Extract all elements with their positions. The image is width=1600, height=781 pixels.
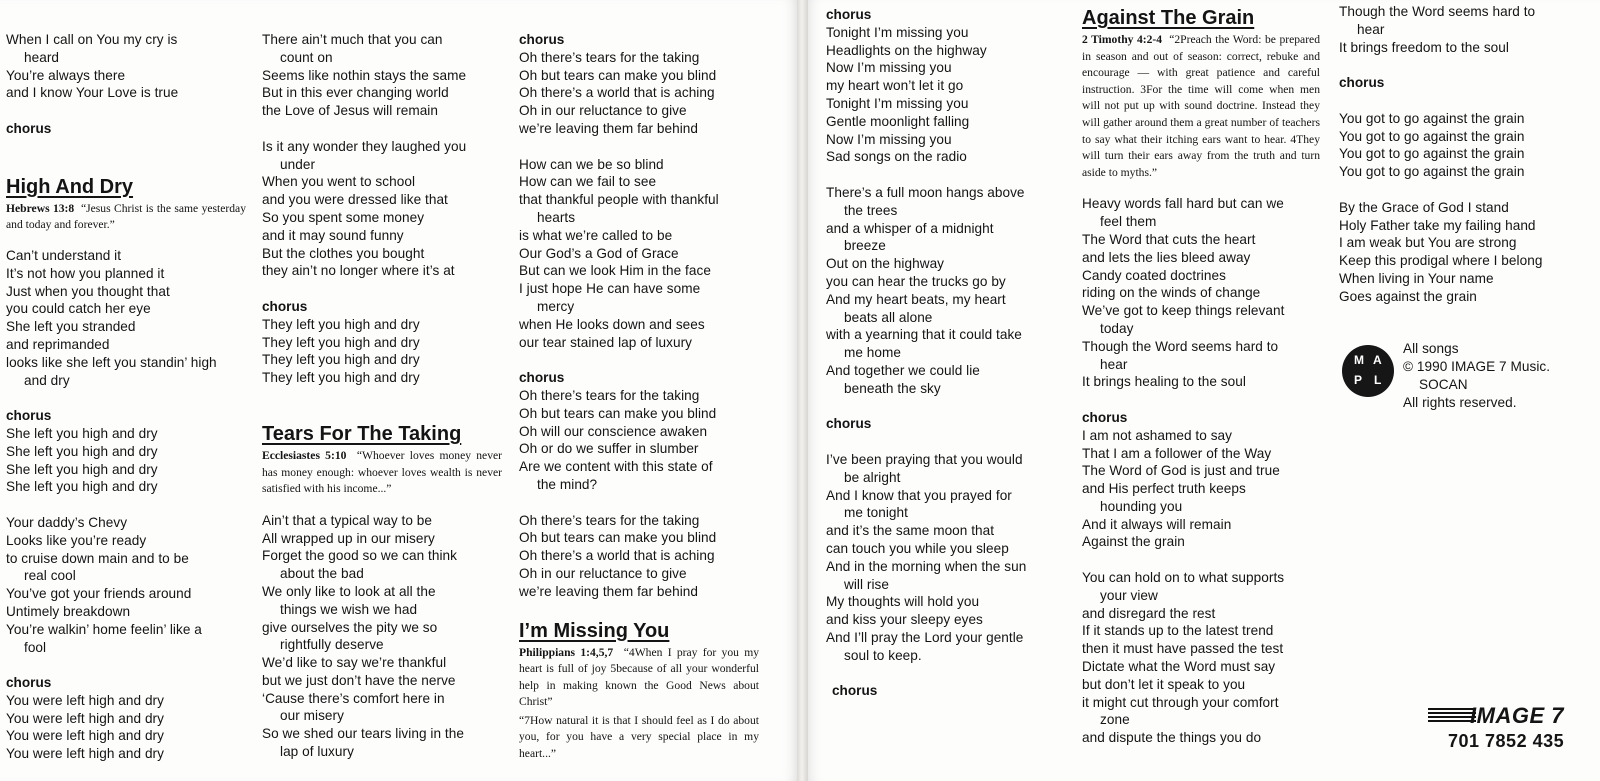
lyric-line: today: [1100, 320, 1134, 336]
lyric-line: They left you high and dry: [262, 334, 420, 350]
lyric-line: but we just don’t have the nerve: [262, 672, 456, 688]
lyric-line: can touch you while you sleep: [826, 540, 1009, 556]
lyric-line: Oh or do we suffer in slumber: [519, 441, 699, 457]
lyric-stanza: [826, 451, 1061, 665]
lyric-line: By the Grace of God I stand: [1339, 199, 1509, 215]
lyric-line: our tear stained lap of luxury: [519, 334, 693, 350]
lyric-line: heard: [24, 49, 60, 65]
lyric-line: riding on the winds of change: [1082, 285, 1261, 301]
lyric-line: She left you high and dry: [6, 425, 158, 441]
lyric-line: hearts: [537, 209, 576, 225]
lyric-line: they ain’t no longer where it’s at: [262, 263, 455, 279]
lyric-line: rightfully deserve: [280, 637, 384, 653]
lyric-line: will rise: [844, 576, 890, 592]
lyric-line: and a whisper of a midnight: [826, 220, 994, 236]
lyric-line: Our God’s a God of Grace: [519, 245, 679, 261]
lyric-line: it might cut through your comfort: [1082, 694, 1279, 710]
lyric-line: that thankful people with thankful: [519, 192, 719, 208]
chorus-marker: chorus: [6, 120, 52, 136]
lyric-line: things we wish we had: [280, 601, 418, 617]
lyric-line: If it stands up to the latest trend: [1082, 623, 1274, 639]
lyric-line: and lets the lies bleed away: [1082, 249, 1251, 265]
lyric-line: You got to go against the grain: [1339, 110, 1525, 126]
mapl-letter: M: [1354, 353, 1364, 367]
lyric-line: Gentle moonlight falling: [826, 113, 970, 129]
lyric-line: It brings healing to the soul: [1082, 374, 1246, 390]
scripture-reference: Hebrews 13:8 “Jesus Christ is the same yesterday and today and forever.”: [6, 201, 246, 232]
lyric-line: But in this ever changing world: [262, 85, 449, 101]
lyric-line: when He looks down and sees: [519, 316, 705, 332]
lyrics-column-1: [6, 31, 246, 763]
lyric-line: The Word of God is just and true: [1082, 463, 1280, 479]
lyric-line: And I’ll pray the Lord your gentle: [826, 629, 1024, 645]
chorus-marker: chorus: [1082, 409, 1128, 425]
lyric-line: you could catch her eye: [6, 301, 151, 317]
lyric-line: Forget the good so we can think: [262, 548, 458, 564]
lyric-line: And my heart beats, my heart: [826, 291, 1006, 307]
lyric-line: and I know Your Love is true: [6, 85, 179, 101]
lyric-line: Dictate what the Word must say: [1082, 659, 1276, 675]
lyric-stanza: [6, 247, 246, 389]
lyric-line: you can hear the trucks go by: [826, 273, 1006, 289]
lyric-line: our misery: [280, 708, 344, 724]
lyric-stanza: [1082, 195, 1320, 391]
lyric-line: Holy Father take my failing hand: [1339, 217, 1536, 233]
chorus-marker: chorus: [6, 408, 52, 424]
lyric-line: We only like to look at all the: [262, 583, 436, 599]
lyric-line: hear: [1357, 21, 1385, 37]
lyric-line: That I am a follower of the Way: [1082, 445, 1272, 461]
lyric-line: Looks like you’re ready: [6, 532, 147, 548]
lyric-line: Oh but tears can make you blind: [519, 67, 717, 83]
lyric-line: You got to go against the grain: [1339, 128, 1525, 144]
credits-line: All songs: [1403, 341, 1459, 356]
lyric-line: You’re walkin’ home feelin’ like a: [6, 621, 202, 637]
lyric-line: And it always will remain: [1082, 516, 1232, 532]
lyric-line: Seems like nothin stays the same: [262, 67, 467, 83]
lyric-line: When you went to school: [262, 174, 416, 190]
lyric-line: And in the morning when the sun: [826, 558, 1027, 574]
lyric-line: I’ve been praying that you would: [826, 451, 1023, 467]
mapl-logo: [1342, 345, 1394, 397]
lyric-line: hear: [1100, 356, 1128, 372]
lyrics-column-5: [1082, 6, 1320, 747]
lyric-stanza: [6, 692, 246, 763]
lyrics-column-3: [519, 31, 759, 765]
lyric-line: Against the grain: [1082, 534, 1185, 550]
chorus-marker: chorus: [262, 298, 308, 314]
lyric-line: They left you high and dry: [262, 352, 420, 368]
logo-stripes: [1428, 708, 1476, 724]
lyric-line: My thoughts will hold you: [826, 594, 980, 610]
lyric-line: You got to go against the grain: [1339, 164, 1525, 180]
lyric-line: then it must have passed the test: [1082, 641, 1284, 657]
song-title-tears-for-the-taking: Tears For The Taking: [262, 422, 462, 445]
lyric-line: So you spent some money: [262, 209, 425, 225]
lyric-line: You were left high and dry: [6, 692, 164, 708]
chorus-marker: chorus: [6, 675, 52, 691]
lyric-line: give ourselves the pity we so: [262, 619, 438, 635]
lyric-line: You got to go against the grain: [1339, 146, 1525, 162]
lyric-line: They left you high and dry: [262, 316, 420, 332]
lyric-line: Can’t understand it: [6, 247, 122, 263]
lyric-line: There’s a full moon hangs above: [826, 184, 1025, 200]
lyric-line: is what we’re called to be: [519, 227, 673, 243]
lyric-line: You’re always there: [6, 67, 126, 83]
chorus-marker: chorus: [1339, 75, 1385, 91]
lyric-line: feel them: [1100, 214, 1157, 230]
song-title-im-missing-you: I’m Missing You: [519, 619, 670, 642]
lyric-line: breeze: [844, 238, 886, 254]
lyric-line: Oh there’s tears for the taking: [519, 49, 700, 65]
lyric-line: the trees: [844, 202, 898, 218]
lyric-line: Candy coated doctrines: [1082, 267, 1226, 283]
lyric-stanza: [1339, 3, 1589, 56]
lyric-line: Oh in our reluctance to give: [519, 565, 687, 581]
lyric-line: Is it any wonder they laughed you: [262, 138, 467, 154]
lyric-line: and reprimanded: [6, 336, 110, 352]
lyric-line: and His perfect truth keeps: [1082, 481, 1246, 497]
lyric-line: my heart won’t let it go: [826, 78, 964, 94]
lyric-line: zone: [1100, 712, 1130, 728]
lyric-line: When I call on You my cry is: [6, 32, 178, 47]
scripture-reference: 2 Timothy 4:2-4 “2Preach the Word: be prepared in season and out of season: correct, rebuke and encourage — with great patience and careful instruction. 3For the time will come when men will not put up with sound doctrine. Instead they will gather around them a great number of teachers to say what their itching ears want to hear. 4They will turn their ears away from the truth and turn aside to myths.”: [1082, 33, 1321, 179]
lyric-line: Tonight I’m missing you: [826, 95, 969, 111]
lyric-line: Keep this prodigal where I belong: [1339, 253, 1543, 269]
catalog-number: 701 7852 435: [1448, 731, 1565, 751]
lyric-line: Oh will our conscience awaken: [519, 423, 708, 439]
lyric-line: Tonight I’m missing you: [826, 24, 969, 40]
lyric-line: me tonight: [844, 505, 908, 521]
lyric-line: mercy: [537, 298, 575, 314]
lyric-line: All wrapped up in our misery: [262, 530, 435, 546]
lyric-line: me home: [844, 345, 902, 361]
mapl-letter: P: [1354, 373, 1363, 387]
lyric-line: Oh but tears can make you blind: [519, 405, 717, 421]
lyric-line: under: [280, 156, 316, 172]
lyric-line: And I know that you prayed for: [826, 487, 1012, 503]
lyric-line: You were left high and dry: [6, 710, 164, 726]
lyric-line: And together we could lie: [826, 362, 980, 378]
lyric-line: to cruise down main and to be: [6, 550, 189, 566]
lyric-line: looks like she left you standin’ high: [6, 354, 217, 370]
lyric-line: fool: [24, 639, 47, 655]
lyric-stanza: [262, 512, 502, 761]
lyric-line: soul to keep.: [844, 647, 922, 663]
lyric-line: It brings freedom to the soul: [1339, 39, 1509, 55]
lyric-stanza: [519, 387, 759, 494]
label-name: IMAGE 7: [1470, 703, 1564, 728]
lyric-line: She left you high and dry: [6, 443, 158, 459]
lyric-line: The Word that cuts the heart: [1082, 231, 1256, 247]
lyric-line: How can we be so blind: [519, 156, 664, 172]
lyric-line: Though the Word seems hard to: [1339, 4, 1536, 19]
lyric-line: Oh but tears can make you blind: [519, 530, 717, 546]
lyric-line: She left you high and dry: [6, 479, 158, 495]
lyric-line: Sad songs on the radio: [826, 149, 967, 165]
lyric-line: the Love of Jesus will remain: [262, 103, 438, 119]
lyric-line: Oh there’s a world that is aching: [519, 548, 715, 564]
lyric-stanza: [519, 156, 759, 352]
lyric-line: Now I’m missing you: [826, 60, 952, 76]
lyric-line: but don’t let it speak to you: [1082, 676, 1246, 692]
song-title-high-and-dry: High And Dry: [6, 175, 134, 198]
lyric-line: I am weak but You are strong: [1339, 235, 1517, 251]
lyrics-column-4: [826, 6, 1061, 700]
scripture-reference: Ecclesiastes 5:10 “Whoever loves money never has money enough: whoever loves wealth is never satisfied with his income...”: [262, 448, 502, 496]
lyric-stanza: [262, 138, 502, 280]
lyric-line: When living in Your name: [1339, 270, 1494, 286]
lyric-line: count on: [280, 49, 333, 65]
lyric-line: Just when you thought that: [6, 283, 170, 299]
lyric-line: Oh there’s tears for the taking: [519, 387, 700, 403]
scripture-reference: Philippians 1:4,5,7 “4When I pray for you my heart is full of joy 5because of all your wonderful help in making known the Good News about Christ”: [519, 645, 760, 709]
lyric-line: beneath the sky: [844, 380, 941, 396]
lyric-line: But can we look Him in the face: [519, 263, 711, 279]
lyric-line: we’re leaving them far behind: [519, 583, 699, 599]
lyric-line: Are we content with this state of: [519, 459, 713, 475]
song-title-against-the-grain: Against The Grain: [1082, 7, 1255, 29]
lyric-stanza: [826, 184, 1061, 398]
lyric-line: with a yearning that it could take: [826, 327, 1022, 343]
lyric-line: Heavy words fall hard but can we: [1082, 196, 1284, 212]
lyric-line: They left you high and dry: [262, 370, 420, 386]
lyric-line: Oh in our reluctance to give: [519, 103, 687, 119]
lyric-line: There ain’t much that you can: [262, 32, 443, 47]
chorus-marker: chorus: [519, 370, 565, 386]
credits-line: © 1990 IMAGE 7 Music.: [1403, 359, 1551, 374]
lyric-stanza: [262, 316, 502, 387]
lyric-stanza: [6, 514, 246, 656]
lyric-line: I just hope He can have some: [519, 281, 701, 297]
lyric-line: and you were dressed like that: [262, 192, 448, 208]
lyric-line: Out on the highway: [826, 256, 945, 272]
lyrics-column-6: [1339, 3, 1589, 306]
lyric-line: Untimely breakdown: [6, 603, 131, 619]
lyric-line: You can hold on to what supports: [1082, 570, 1285, 586]
lyric-stanza: [6, 31, 246, 102]
lyric-stanza: [1339, 199, 1589, 306]
lyric-line: be alright: [844, 469, 901, 485]
lyric-line: Headlights on the highway: [826, 42, 987, 58]
lyric-line: But the clothes you bought: [262, 245, 425, 261]
lyric-line: real cool: [24, 568, 76, 584]
credits-line: All rights reserved.: [1403, 395, 1517, 410]
lyric-stanza: [1082, 427, 1320, 552]
lyric-line: and it’s the same moon that: [826, 523, 995, 539]
lyric-line: You were left high and dry: [6, 728, 164, 744]
lyric-stanza: [519, 512, 759, 601]
lyric-line: the mind?: [537, 476, 598, 492]
lyric-line: How can we fail to see: [519, 174, 657, 190]
lyric-stanza: [6, 425, 246, 496]
lyric-line: We’ve got to keep things relevant: [1082, 303, 1285, 319]
copyright-credits: [1403, 340, 1550, 412]
lyric-line: She left you high and dry: [6, 461, 158, 477]
lyric-line: Ain’t that a typical way to be: [262, 512, 433, 528]
lyric-stanza: [826, 24, 1061, 166]
mapl-letter: L: [1374, 373, 1382, 387]
lyric-line: It’s not how you planned it: [6, 265, 165, 281]
lyric-line: Goes against the grain: [1339, 288, 1477, 304]
lyric-line: You were left high and dry: [6, 746, 164, 762]
lyric-line: and dispute the things you do: [1082, 730, 1262, 746]
lyric-line: So we shed our tears living in the: [262, 726, 464, 742]
lyric-line: You’ve got your friends around: [6, 586, 192, 602]
lyric-line: and disregard the rest: [1082, 605, 1216, 621]
lyric-line: Now I’m missing you: [826, 131, 952, 147]
lyric-stanza: [1082, 569, 1320, 747]
lyric-line: She left you stranded: [6, 319, 136, 335]
lyric-line: Oh there’s a world that is aching: [519, 85, 715, 101]
lyric-line: Oh there’s tears for the taking: [519, 512, 700, 528]
chorus-marker: chorus: [826, 7, 872, 22]
lyric-line: We’d like to say we’re thankful: [262, 655, 447, 671]
lyric-line: Though the Word seems hard to: [1082, 338, 1279, 354]
lyric-line: I am not ashamed to say: [1082, 427, 1233, 443]
lyric-line: and kiss your sleepy eyes: [826, 612, 983, 628]
lyric-line: and it may sound funny: [262, 227, 404, 243]
booklet-fold: [797, 0, 808, 781]
lyric-line: lap of luxury: [280, 744, 354, 760]
lyric-line: beats all alone: [844, 309, 933, 325]
image7-label-logo: [1428, 704, 1588, 754]
lyric-stanza: [1339, 110, 1589, 181]
lyrics-column-2: [262, 31, 502, 761]
scripture-verse: “7How natural it is that I should feel as I do about you, for you have a very special place in my heart...”: [519, 713, 759, 761]
lyric-line: hounding you: [1100, 498, 1183, 514]
credits-line: SOCAN: [1419, 377, 1468, 392]
mapl-letter: A: [1373, 353, 1382, 367]
lyric-line: and dry: [24, 372, 70, 388]
chorus-marker: chorus: [519, 32, 565, 47]
lyric-line: about the bad: [280, 566, 364, 582]
chorus-marker: chorus: [826, 416, 872, 432]
lyric-line: your view: [1100, 587, 1158, 603]
lyric-line: ‘Cause there’s comfort here in: [262, 690, 445, 706]
lyric-stanza: [519, 49, 759, 138]
lyric-line: Your daddy’s Chevy: [6, 514, 128, 530]
lyric-stanza: [262, 31, 502, 120]
chorus-marker: chorus: [832, 683, 878, 699]
lyric-line: we’re leaving them far behind: [519, 120, 699, 136]
